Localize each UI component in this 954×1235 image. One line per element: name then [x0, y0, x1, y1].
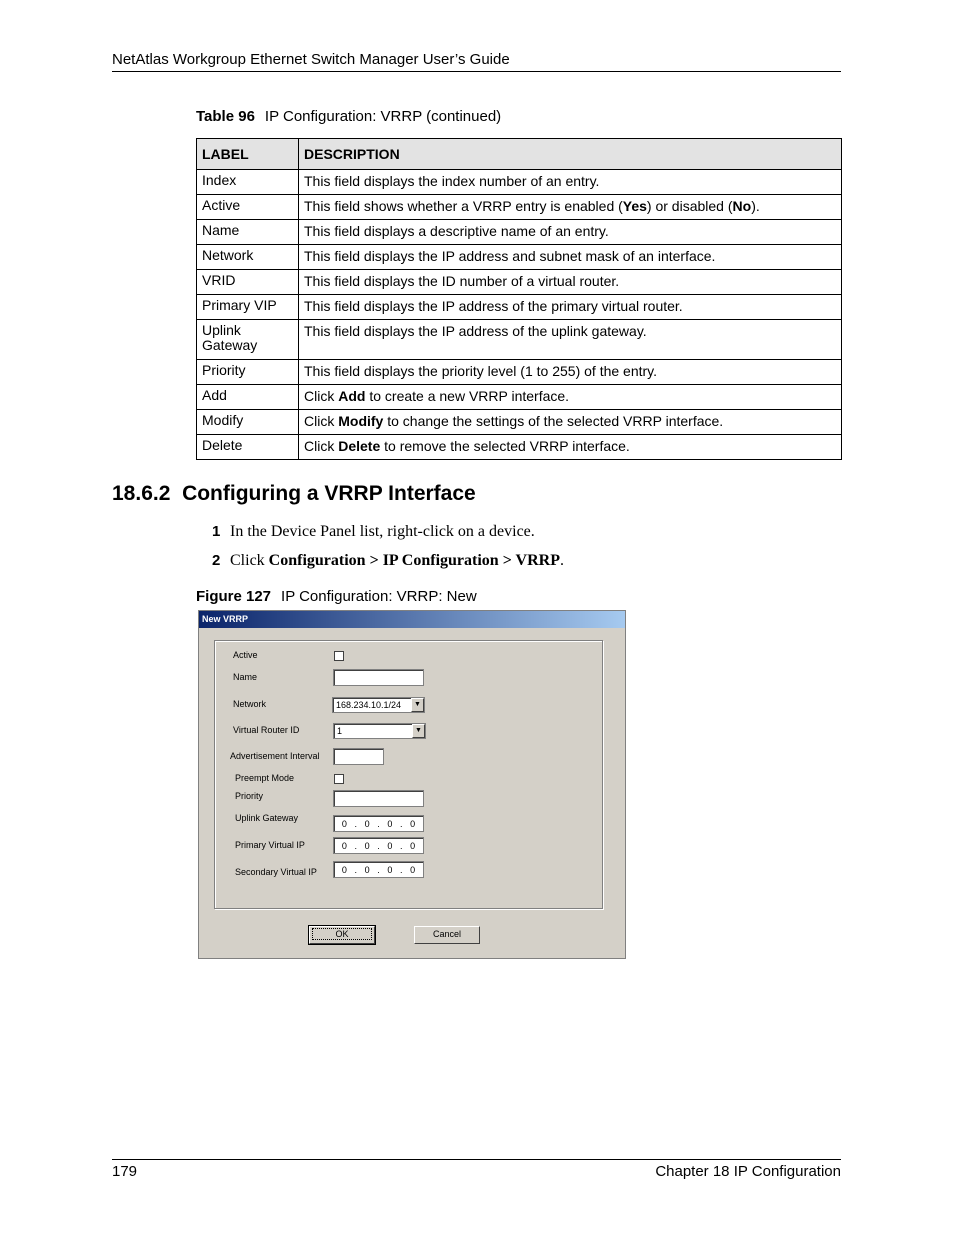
network-label: Network [233, 699, 267, 709]
new-vrrp-dialog [198, 610, 626, 959]
priority-field[interactable] [333, 790, 424, 807]
vrid-select[interactable]: 1 ▼ [333, 723, 426, 739]
figure-caption: Figure 127 IP Configuration: VRRP: New [196, 588, 477, 605]
secondary-vip-label: Secondary Virtual IP [235, 867, 317, 877]
active-label: Active [233, 650, 258, 660]
running-header: NetAtlas Workgroup Ethernet Switch Manager User’s Guide [112, 51, 841, 72]
priority-label: Priority [235, 791, 264, 801]
chevron-down-icon[interactable]: ▼ [412, 724, 425, 738]
table-header-row [197, 139, 842, 170]
active-checkbox[interactable] [334, 651, 344, 661]
cancel-button[interactable]: Cancel [414, 926, 480, 944]
primary-vip-field[interactable]: 0 . 0 . 0 . 0 [333, 837, 424, 854]
adv-interval-label: Advertisement Interval [230, 751, 320, 761]
table-row: Primary VIP This field displays the IP address of the primary virtual router. [197, 295, 842, 320]
preempt-checkbox[interactable] [334, 774, 344, 784]
step-1: 1 In the Device Panel list, right-click on a device. [212, 523, 535, 540]
name-field[interactable] [333, 669, 424, 686]
table-row: Uplink Gateway This field displays the IP address of the uplink gateway. [197, 320, 842, 360]
preempt-label: Preempt Mode [235, 773, 295, 783]
column-header: LABEL [197, 139, 299, 170]
table-row: Network This field displays the IP address and subnet mask of an interface. [197, 245, 842, 270]
section-heading: 18.6.2 Configuring a VRRP Interface [112, 482, 476, 505]
uplink-ip-field[interactable]: 0 . 0 . 0 . 0 [333, 815, 424, 832]
uplink-label: Uplink Gateway [235, 813, 299, 823]
vrid-label: Virtual Router ID [233, 725, 300, 735]
table-row: Priority This field displays the priority level (1 to 255) of the entry. [197, 360, 842, 385]
name-label: Name [233, 672, 258, 682]
table-row: Active This field shows whether a VRRP entry is enabled (Yes) or disabled (No). [197, 195, 842, 220]
table-row: Add Click Add to create a new VRRP interface. [197, 385, 842, 410]
table-row: Delete Click Delete to remove the selected VRRP interface. [197, 435, 842, 460]
table-row: Name This field displays a descriptive name of an entry. [197, 220, 842, 245]
page-footer [112, 1159, 841, 1180]
table-row: Index This field displays the index number of an entry. [197, 170, 842, 195]
vrrp-field-table [196, 138, 842, 460]
dialog-title: New VRRP [199, 611, 625, 628]
table-row: VRID This field displays the ID number of a virtual router. [197, 270, 842, 295]
table-row: Modify Click Modify to change the settings of the selected VRRP interface. [197, 410, 842, 435]
primary-vip-label: Primary Virtual IP [235, 840, 305, 850]
ok-button[interactable]: OK [309, 926, 375, 944]
step-2: 2 Click Configuration > IP Configuration > VRRP. [212, 552, 564, 569]
column-header: DESCRIPTION [299, 139, 842, 170]
adv-interval-field[interactable] [333, 748, 384, 765]
table-caption: Table 96 IP Configuration: VRRP (continued) [196, 108, 502, 125]
secondary-vip-field[interactable]: 0 . 0 . 0 . 0 [333, 861, 424, 878]
chapter-title: Chapter 18 IP Configuration [655, 1163, 841, 1180]
page-number: 179 [112, 1163, 138, 1180]
chevron-down-icon[interactable]: ▼ [411, 698, 424, 712]
network-select[interactable]: 168.234.10.1/24 ▼ [332, 697, 425, 713]
